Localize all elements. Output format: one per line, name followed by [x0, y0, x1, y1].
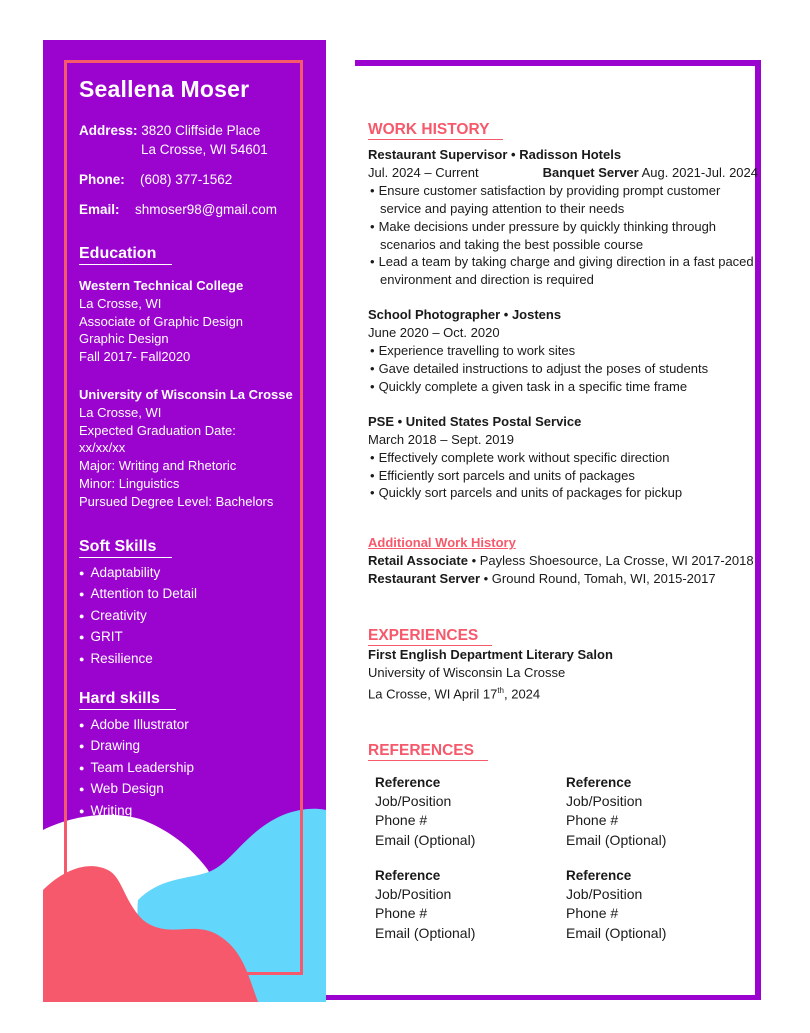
skill-item: ● Adaptability	[79, 563, 314, 585]
work-history-heading: WORK HISTORY	[368, 120, 503, 140]
job-bullet: • Efficiently sort parcels and units of packages	[368, 467, 758, 485]
job-bullet: • Quickly complete a given task in a specific time frame	[368, 378, 758, 396]
references-grid	[375, 773, 758, 943]
education-line: Fall 2017- Fall2020	[79, 349, 191, 365]
experience-title: First English Department Literary Salon	[368, 647, 613, 663]
soft-skills-heading: Soft Skills	[79, 537, 172, 558]
reference-email: Email (Optional)	[566, 924, 667, 941]
additional-item: Restaurant Server • Ground Round, Tomah, WI, 2015-2017	[368, 571, 716, 587]
email-row	[79, 200, 314, 219]
skill-item: ● Adobe Illustrator	[79, 715, 314, 737]
job-heading: Restaurant Supervisor • Radisson Hotels	[368, 147, 622, 162]
skill-item: ● GRIT	[79, 627, 314, 649]
reference-title: Reference	[566, 867, 632, 883]
secondary-role	[543, 164, 758, 182]
education-line: Expected Graduation Date:	[79, 422, 236, 438]
job-date-row	[368, 164, 758, 182]
skill-item: ● Resilience	[79, 649, 314, 671]
reference-entry	[566, 866, 757, 943]
email-value[interactable]: shmoser98@gmail.com	[135, 202, 278, 217]
job-entry	[368, 413, 758, 503]
experiences-section	[368, 626, 758, 703]
reference-entry	[566, 773, 757, 850]
skill-item: ● Creativity	[79, 606, 314, 628]
education-entry-1	[79, 277, 314, 366]
education-line: Associate of Graphic Design	[79, 313, 244, 329]
experience-line: University of Wisconsin La Crosse	[368, 664, 566, 680]
job-company: Radisson Hotels	[519, 147, 622, 162]
school-name: University of Wisconsin La Crosse	[79, 386, 293, 402]
reference-email: Email (Optional)	[566, 831, 667, 848]
experience-date-sup: th	[497, 685, 504, 695]
experiences-heading: EXPERIENCES	[368, 626, 492, 646]
reference-email: Email (Optional)	[375, 924, 476, 941]
phone-row	[79, 170, 314, 189]
reference-job: Job/Position	[375, 886, 452, 903]
skill-item: ● Team Leadership	[79, 758, 314, 780]
phone-value: (608) 377-1562	[140, 172, 233, 187]
education-line: Graphic Design	[79, 331, 169, 347]
additional-title: Restaurant Server	[368, 571, 480, 587]
hard-skills-list	[79, 715, 314, 823]
job-bullet: • Effectively complete work without specific direction	[368, 449, 758, 467]
reference-title: Reference	[375, 775, 441, 791]
references-heading: REFERENCES	[368, 741, 488, 761]
job-title: Restaurant Supervisor	[368, 147, 508, 162]
experience-date-year: , 2024	[504, 686, 541, 702]
experience-date	[368, 682, 758, 703]
candidate-name: Seallena Moser	[79, 76, 250, 102]
skill-item: ● Drawing	[79, 736, 314, 758]
reference-entry	[375, 866, 566, 943]
experience-date-text: La Crosse, WI April 17	[368, 686, 498, 702]
job-company: Jostens	[511, 307, 562, 323]
skill-item: ● Web Design	[79, 779, 314, 801]
education-line: La Crosse, WI	[79, 404, 162, 420]
job-bullet: • Ensure customer satisfaction by providing prompt customer service and paying attention to their needs	[368, 182, 758, 218]
education-section	[79, 244, 314, 511]
soft-skills-section	[79, 537, 314, 671]
reference-phone: Phone #	[566, 812, 619, 829]
main-content	[368, 120, 758, 943]
reference-job: Job/Position	[566, 886, 643, 903]
job-heading: School Photographer • Jostens	[368, 307, 562, 323]
frame-bottom-border	[326, 995, 761, 1000]
address-label: Address:	[79, 123, 138, 138]
reference-title: Reference	[375, 867, 441, 883]
job-date: Jul. 2024 – Current	[368, 164, 479, 180]
job-bullets	[368, 182, 758, 289]
skill-item: ● Attention to Detail	[79, 584, 314, 606]
job-title: School Photographer	[368, 307, 501, 323]
secondary-role-title: Banquet Server	[542, 164, 639, 180]
soft-skills-list	[79, 563, 314, 671]
secondary-role-date: Aug. 2021-Jul. 2024	[641, 164, 758, 180]
address-line2: La Crosse, WI 54601	[141, 142, 268, 157]
education-heading: Education	[79, 244, 172, 265]
hard-skills-section	[79, 689, 314, 823]
reference-phone: Phone #	[375, 905, 428, 922]
additional-detail: Payless Shoesource, La Crosse, WI 2017-2018	[479, 553, 754, 569]
address-line1: 3820 Cliffside Place	[141, 123, 261, 138]
additional-item: Retail Associate • Payless Shoesource, La Crosse, WI 2017-2018	[368, 553, 754, 569]
skill-item: ● Writing	[79, 801, 314, 823]
job-bullet: • Experience travelling to work sites	[368, 342, 758, 360]
sidebar-content	[79, 76, 314, 823]
reference-phone: Phone #	[375, 812, 428, 829]
address-row-2	[79, 140, 314, 159]
references-section	[368, 741, 758, 943]
job-bullets	[368, 449, 758, 503]
job-title: PSE	[368, 413, 395, 429]
job-bullets	[368, 342, 758, 396]
additional-title: Retail Associate	[368, 553, 468, 569]
reference-email: Email (Optional)	[375, 831, 476, 848]
job-bullet: • Quickly sort parcels and units of packages for pickup	[368, 484, 758, 502]
frame-top-border	[355, 60, 761, 66]
job-bullet: • Make decisions under pressure by quickly thinking through scenarios and taking the best possible course	[368, 218, 758, 254]
education-entry-2	[79, 386, 314, 511]
education-line: Major: Writing and Rhetoric	[79, 458, 237, 474]
additional-work-section	[368, 534, 758, 588]
education-line: Minor: Linguistics	[79, 475, 180, 491]
additional-work-heading: Additional Work History	[368, 535, 516, 551]
hard-skills-heading: Hard skills	[79, 689, 176, 710]
reference-job: Job/Position	[375, 793, 452, 810]
job-bullet: • Lead a team by taking charge and giving direction in a fast paced environment and direction is required	[368, 253, 758, 289]
reference-title: Reference	[566, 775, 632, 791]
email-label: Email:	[79, 202, 120, 217]
work-history-section	[368, 120, 758, 502]
job-entry	[368, 146, 758, 289]
address-row	[79, 121, 314, 140]
reference-phone: Phone #	[566, 905, 619, 922]
job-bullet: • Gave detailed instructions to adjust the poses of students	[368, 360, 758, 378]
job-company: United States Postal Service	[405, 413, 582, 429]
education-line: xx/xx/xx	[79, 440, 126, 456]
job-date: June 2020 – Oct. 2020	[368, 325, 500, 341]
education-line: Pursued Degree Level: Bachelors	[79, 493, 274, 509]
phone-label: Phone:	[79, 172, 125, 187]
job-date: March 2018 – Sept. 2019	[368, 431, 514, 447]
job-entry	[368, 306, 758, 396]
additional-detail: Ground Round, Tomah, WI, 2015-2017	[491, 571, 716, 587]
education-line: La Crosse, WI	[79, 295, 162, 311]
job-heading: PSE • United States Postal Service	[368, 413, 582, 429]
reference-entry	[375, 773, 566, 850]
school-name: Western Technical College	[79, 278, 244, 293]
reference-job: Job/Position	[566, 793, 643, 810]
